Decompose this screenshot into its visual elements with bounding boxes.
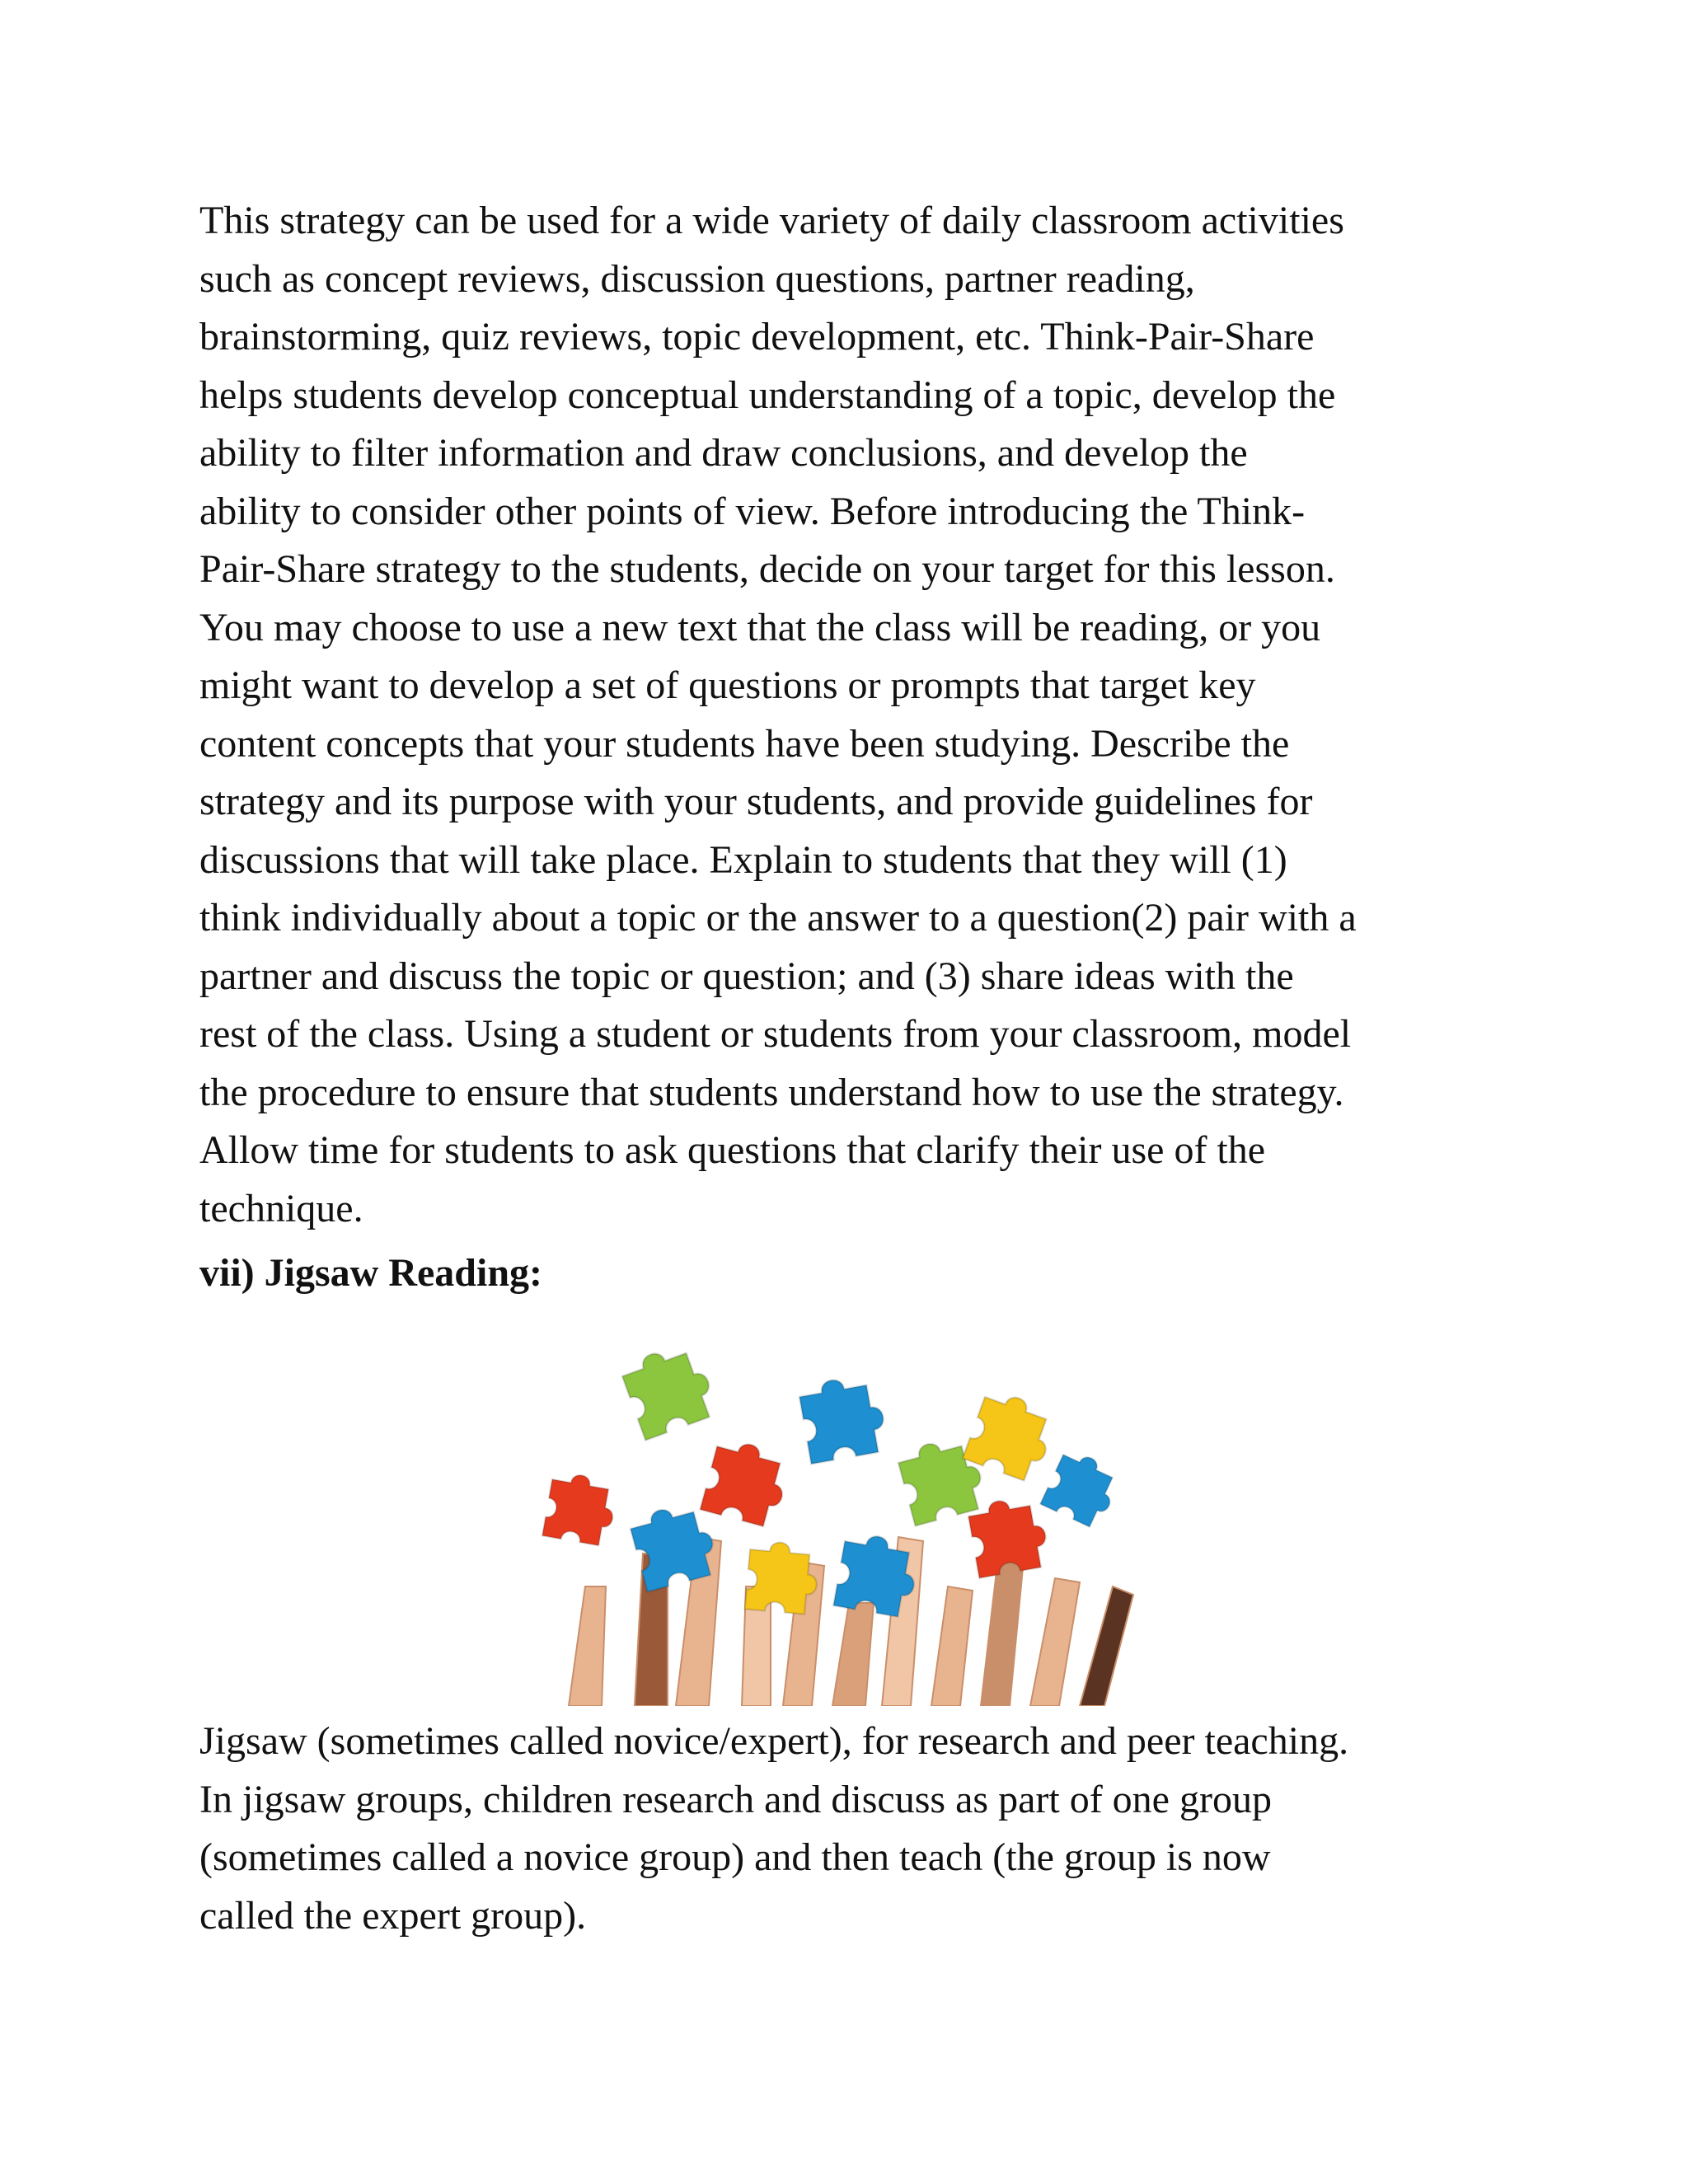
section-heading: vii) Jigsaw Reading:	[199, 1251, 543, 1295]
paragraph-line: partner and discuss the topic or question; and (3) share ideas with the	[199, 954, 1294, 998]
paragraph-line: think individually about a topic or the answer to a question(2) pair with a	[199, 896, 1357, 940]
paragraph-line: rest of the class. Using a student or students from your classroom, model	[199, 1012, 1352, 1056]
paragraph-line: This strategy can be used for a wide variety of daily classroom activities	[199, 199, 1344, 242]
paragraph-line: You may choose to use a new text that the class will be reading, or you	[199, 606, 1321, 649]
paragraph-line: In jigsaw groups, children research and discuss as part of one group	[199, 1778, 1272, 1821]
paragraph-line: the procedure to ensure that students understand how to use the strategy.	[199, 1071, 1344, 1114]
paragraph-line: brainstorming, quiz reviews, topic development, etc. Think-Pair-Share	[199, 315, 1315, 359]
paragraph-jigsaw	[199, 1717, 1502, 1964]
paragraph-line: helps students develop conceptual understanding of a topic, develop the	[199, 373, 1336, 417]
paragraph-think-pair-share	[199, 196, 1502, 1230]
paragraph-line: Pair-Share strategy to the students, decide on your target for this lesson.	[199, 547, 1335, 591]
paragraph-line: ability to consider other points of view. Before introducing the Think-	[199, 490, 1306, 533]
puzzle-hands-image	[536, 1339, 1162, 1706]
paragraph-line: discussions that will take place. Explain to students that they will (1)	[199, 838, 1287, 882]
paragraph-line: Jigsaw (sometimes called novice/expert), for research and peer teaching.	[199, 1719, 1349, 1763]
paragraph-line: content concepts that your students have been studying. Describe the	[199, 722, 1290, 766]
paragraph-line: called the expert group).	[199, 1894, 587, 1938]
paragraph-line: ability to filter information and draw conclusions, and develop the	[199, 431, 1248, 475]
paragraph-line: such as concept reviews, discussion questions, partner reading,	[199, 257, 1195, 301]
puzzle-pieces	[542, 1339, 1124, 1619]
paragraph-line: might want to develop a set of questions or prompts that target key	[199, 663, 1256, 707]
paragraph-line: (sometimes called a novice group) and then teach (the group is now	[199, 1835, 1271, 1879]
paragraph-line: technique.	[199, 1187, 363, 1230]
paragraph-line: strategy and its purpose with your students, and provide guidelines for	[199, 780, 1313, 823]
paragraph-line: Allow time for students to ask questions that clarify their use of the	[199, 1128, 1266, 1172]
